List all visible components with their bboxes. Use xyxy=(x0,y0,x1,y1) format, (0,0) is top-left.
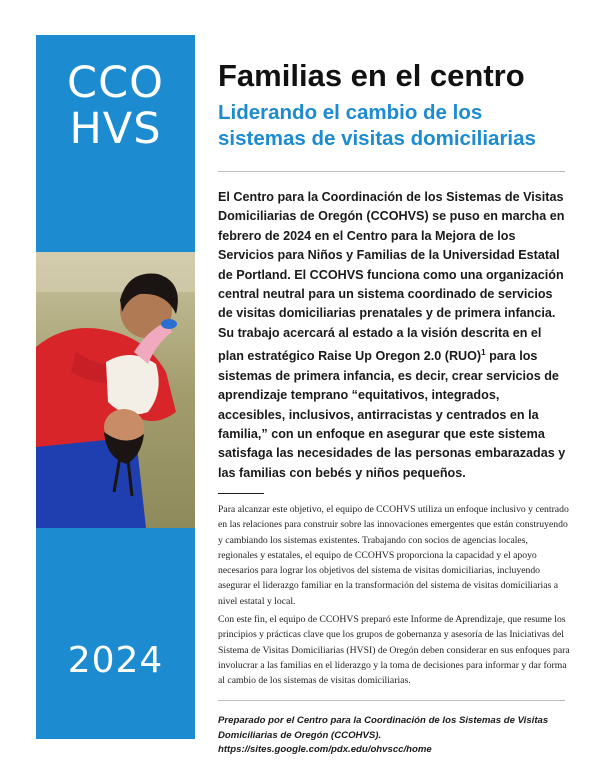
section-divider xyxy=(218,493,264,494)
logo-line-2: HVS xyxy=(69,104,162,154)
lead-text-after: para los sistemas de primera infancia, es decir, crear servicios de aprendizaje temprano “equitativos, integrados, accesibles, inclusivos, antirracistas y centrados en la familia,” con un enfoque en asegurar que este sistema satisfaga las necesidades de las personas embarazadas y las familias con bebés y niños pequeños. xyxy=(218,349,566,480)
title-divider xyxy=(218,171,565,172)
mother-child-photo xyxy=(36,252,195,528)
report-year: 2024 xyxy=(67,640,164,681)
ccohvs-logo xyxy=(36,60,195,152)
logo-line-1: CCO xyxy=(67,58,164,108)
page-title: Familias en el centro xyxy=(218,58,525,93)
lead-paragraph xyxy=(218,188,570,483)
body-paragraph-1: Para alcanzar este objetivo, el equipo de CCOHVS utiliza un enfoque inclusivo y centrado en las relaciones para construir sobre las innovaciones emergentes que están construyendo y cambiando los sistemas existentes. Trabajando con socios de agencias locales, regionales y estatales, el equipo de CCOHVS proporciona la capacidad y el apoyo necesarios para lograr los objetivos del sistema de visitas domiciliarias, incluyendo asegurar el liderazgo familiar en la transformación del sistema de visitas domiciliarias a nivel estatal y local. xyxy=(218,504,569,607)
footnote-mark: 1 xyxy=(481,348,486,358)
photo-illustration xyxy=(36,252,195,528)
body-paragraph-2: Con este fin, el equipo de CCOHVS preparó este Informe de Aprendizaje, que resume los principios y prácticas clave que los grupos de gobernanza y asesoría de las Iniciativas del Sistema de Visitas Domiciliarias (HVSI) de Oregón deben considerar en sus enfoques para involucrar a las familias en el liderazgo y la toma de decisiones para informar y dar forma al cambio de los sistemas de visitas domiciliarias. xyxy=(218,614,570,687)
footer-credit: Preparado por el Centro para la Coordinación de los Sistemas de Visitas Domiciliarias de Oregón (CCOHVS). https://sites.google.com/pdx.edu/ohvscc/home xyxy=(218,715,549,755)
lead-text-before: El Centro para la Coordinación de los Sistemas de Visitas Domiciliarias de Oregón (CCOHVS) se puso en marcha en febrero de 2024 en el Centro para la Mejora de los Servicios para Niños y Familias de la Universidad Estatal de Portland. El CCOHVS funciona como una organización central neutral para un sistema coordinado de servicios de visitas domiciliarias prenatales y de primera infancia. Su trabajo acercará al estado a la visión descrita en el plan estratégico Raise Up Oregon 2.0 (RUO) xyxy=(218,190,565,364)
footer-divider xyxy=(218,700,565,701)
page-subtitle: Liderando el cambio de los sistemas de visitas domiciliarias xyxy=(218,101,536,150)
